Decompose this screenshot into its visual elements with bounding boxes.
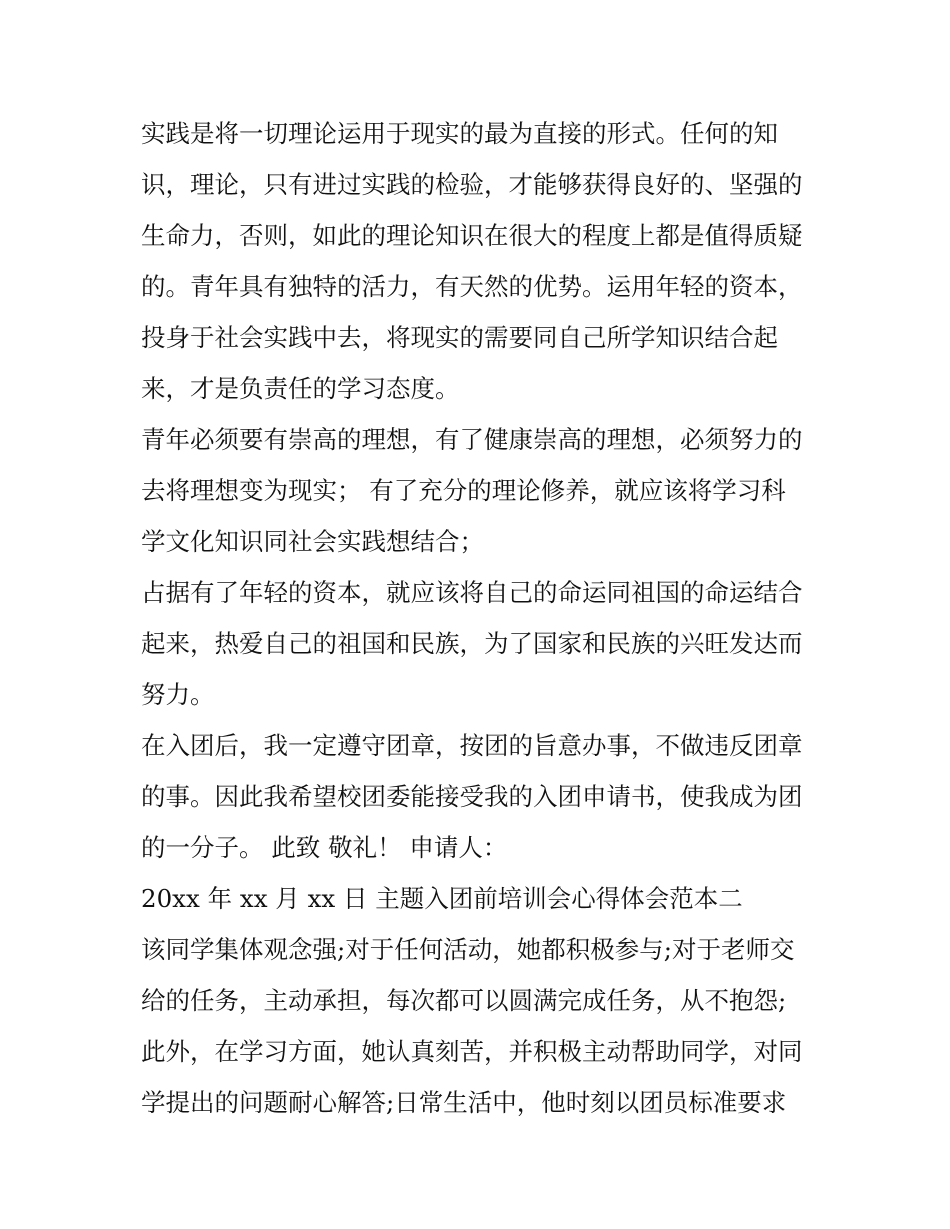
text-line: 实践是将一切理论运用于现实的最为直接的形式。任何的知	[141, 119, 778, 148]
text-line: 投身于社会实践中去，将现实的需要同自己所学知识结合起	[141, 323, 778, 352]
text-line: 去将理想变为现实； 有了充分的理论修养，就应该将学习科	[141, 476, 786, 505]
text-line: 学文化知识同社会实践想结合；	[141, 527, 484, 556]
text-line: 青年必须要有崇高的理想，有了健康崇高的理想，必须努力的	[141, 425, 803, 454]
text-line: 的一分子。 此致 敬礼！ 申请人：	[141, 833, 508, 862]
text-line: 努力。	[141, 680, 215, 709]
text-line: 生命力，否则，如此的理论知识在很大的程度上都是值得质疑	[141, 221, 803, 250]
text-line: 在入团后，我一定遵守团章，按团的旨意办事，不做违反团章	[141, 731, 803, 760]
text-line: 起来，热爱自己的祖国和民族，为了国家和民族的兴旺发达而	[141, 629, 803, 658]
text-line: 占据有了年轻的资本，就应该将自己的命运同祖国的命运结合	[141, 578, 803, 607]
document-body	[141, 108, 821, 1128]
text-line: 识，理论，只有进过实践的检验，才能够获得良好的、坚强的	[141, 170, 803, 199]
text-line: 来，才是负责任的学习态度。	[141, 374, 460, 403]
text-line: 给的任务，主动承担，每次都可以圆满完成任务，从不抱怨;	[141, 986, 787, 1015]
text-line: 的事。因此我希望校团委能接受我的入团申请书，使我成为团	[141, 782, 803, 811]
text-line: 的。青年具有独特的活力，有天然的优势。运用年轻的资本，	[141, 272, 803, 301]
text-line: 学提出的问题耐心解答;日常生活中，他时刻以团员标准要求	[141, 1088, 787, 1117]
text-line: 该同学集体观念强;对于任何活动，她都积极参与;对于老师交	[141, 935, 795, 964]
text-line: 此外，在学习方面，她认真刻苦，并积极主动帮助同学，对同	[141, 1037, 803, 1066]
section-title-line: 20xx 年 xx 月 xx 日 主题入团前培训会心得体会范本二	[141, 884, 743, 913]
